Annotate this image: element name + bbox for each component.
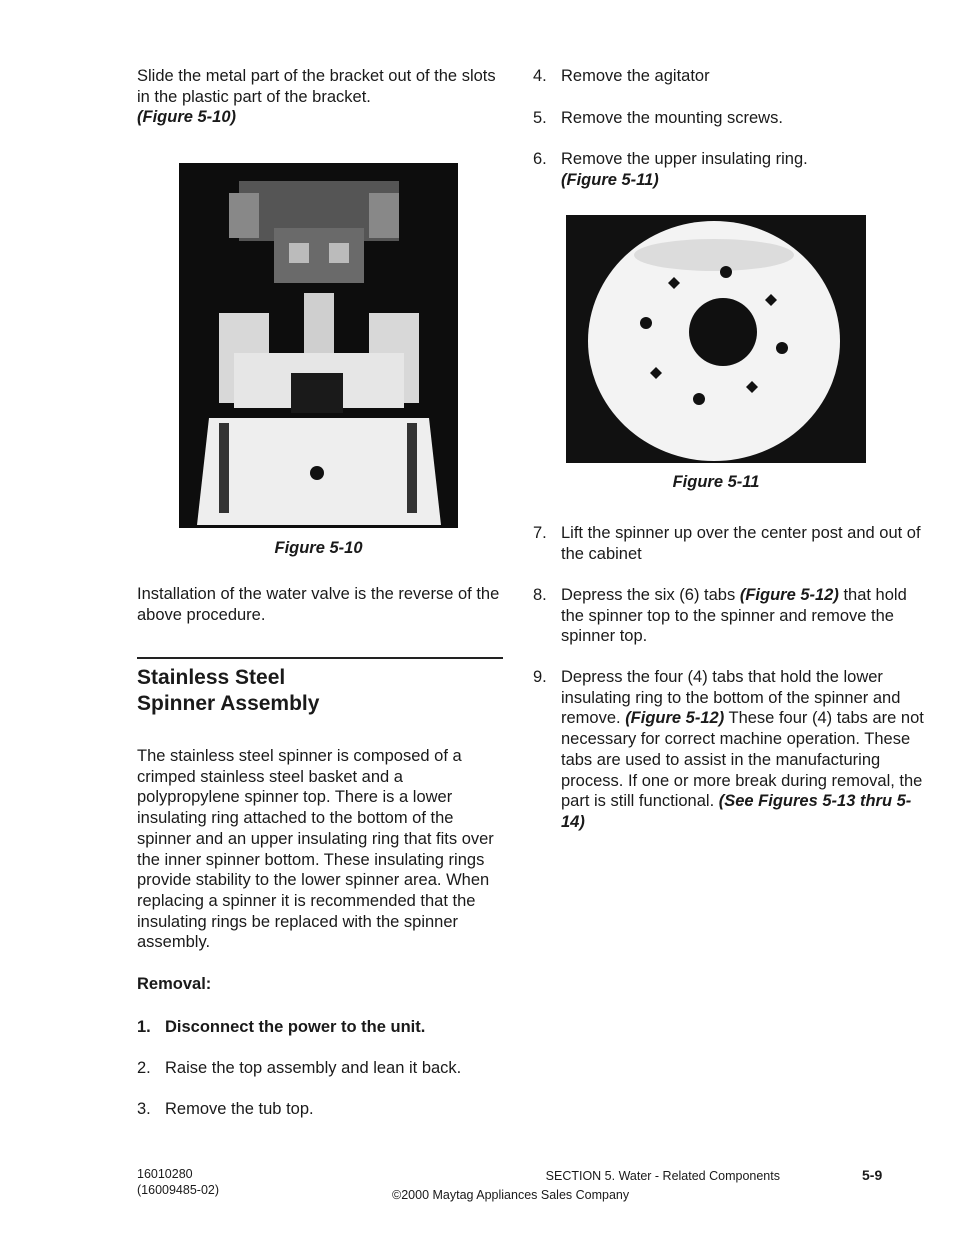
step-6-number: 6. bbox=[533, 150, 547, 168]
step-8-text-b: that hold the spinner top to the spinner and remove the spinner top. bbox=[561, 586, 907, 646]
footer-section: SECTION 5. Water - Related Components bbox=[545, 1169, 780, 1183]
figure-5-11-photo bbox=[566, 215, 866, 463]
page-number: 5-9 bbox=[862, 1167, 883, 1183]
figure-5-10-photo bbox=[179, 163, 458, 528]
intro-figure-ref: (Figure 5-10) bbox=[137, 108, 237, 127]
step-5-text: Remove the mounting screws. bbox=[561, 109, 783, 127]
doc-number-alt: (16009485-02) bbox=[137, 1183, 220, 1197]
step-3-text: Remove the tub top. bbox=[165, 1100, 314, 1118]
step-7-number: 7. bbox=[533, 524, 547, 542]
step-8-figure-ref: (Figure 5-12) bbox=[739, 586, 839, 604]
step-9-text-a: Depress the four (4) tabs that hold the lower insulating ring to the bottom of the spinner and remove. bbox=[561, 668, 901, 728]
step-4-text: Remove the agitator bbox=[561, 67, 710, 85]
left-column bbox=[137, 66, 507, 128]
step-7-text: Lift the spinner up over the center post and out of the cabinet bbox=[561, 524, 921, 563]
step-8-number: 8. bbox=[533, 586, 547, 604]
section-divider bbox=[137, 657, 503, 659]
install-note: Installation of the water valve is the reverse of the above procedure. bbox=[137, 585, 500, 624]
step-6-figure-ref: (Figure 5-11) bbox=[561, 170, 659, 189]
step-6-text: Remove the upper insulating ring. bbox=[561, 150, 808, 168]
step-8-text-a: Depress the six (6) tabs bbox=[561, 586, 740, 604]
step-4 bbox=[533, 66, 931, 87]
section-heading-line1: Stainless Steel bbox=[137, 666, 286, 689]
step-9-number: 9. bbox=[533, 668, 547, 686]
step-1-text: Disconnect the power to the unit. bbox=[165, 1018, 426, 1036]
insulating-ring-illustration bbox=[566, 215, 866, 463]
step-7 bbox=[533, 523, 931, 564]
step-9-figures-ref: (See Figures 5-13 thru 5-14) bbox=[561, 792, 912, 831]
removal-label: Removal: bbox=[137, 975, 212, 993]
intro-text: Slide the metal part of the bracket out of the slots in the plastic part of the bracket. bbox=[137, 67, 496, 106]
step-5 bbox=[533, 108, 931, 129]
step-1-number: 1. bbox=[137, 1018, 151, 1036]
step-5-number: 5. bbox=[533, 109, 547, 127]
figure-5-10-caption: Figure 5-10 bbox=[274, 539, 363, 557]
step-2-text: Raise the top assembly and lean it back. bbox=[165, 1059, 462, 1077]
section-heading bbox=[137, 665, 507, 717]
footer-doc-numbers bbox=[137, 1166, 219, 1198]
step-3-number: 3. bbox=[137, 1100, 151, 1118]
step-9 bbox=[533, 667, 931, 833]
step-3 bbox=[137, 1099, 535, 1120]
step-9-figure-ref: (Figure 5-12) bbox=[625, 709, 725, 728]
step-8 bbox=[533, 585, 931, 647]
step-4-number: 4. bbox=[533, 67, 547, 85]
intro-paragraph bbox=[137, 66, 507, 128]
doc-number: 16010280 bbox=[137, 1167, 193, 1181]
water-valve-bracket-illustration bbox=[179, 163, 458, 528]
step-1 bbox=[137, 1017, 535, 1038]
footer-copyright: ©2000 Maytag Appliances Sales Company bbox=[392, 1188, 630, 1202]
step-2 bbox=[137, 1058, 535, 1079]
section-heading-line2: Spinner Assembly bbox=[137, 692, 320, 715]
figure-5-11-caption: Figure 5-11 bbox=[672, 473, 760, 491]
step-2-number: 2. bbox=[137, 1059, 151, 1077]
step-6 bbox=[533, 149, 931, 190]
section-body: The stainless steel spinner is composed of a crimped stainless steel basket and a polypropylene spinner top. There is a lower insulating ring attached to the bottom of the spinner and an upper insulating ring that fits over the inner spinner bottom. These insulating rings provide stability to the lower spinner area. When replacing a spinner it is recommended that the insulating rings be replaced with the spinner assembly. bbox=[137, 747, 494, 952]
step-9-text-b: These four (4) tabs are not necessary for correct machine operation. These tabs are used to assist in the manufacturing process. If one or more break during removal, the part is still functional. bbox=[561, 709, 924, 811]
